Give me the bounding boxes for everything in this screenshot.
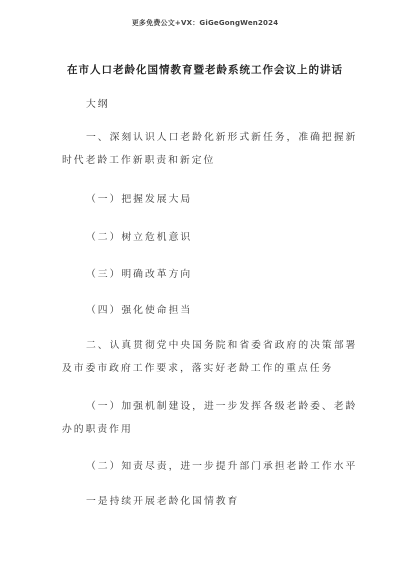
header-watermark: 更多免费公文+VX：GiGeGongWen2024: [131, 19, 279, 27]
subsection-1-1: （一）把握发展大局: [86, 194, 193, 205]
subsection-2-1: （一）加强机制建设，进一步发挥各级老龄委、老龄办的职责作用: [62, 401, 358, 435]
subsection-1-4: （四）强化使命担当: [86, 305, 193, 316]
subsection-1-2: （二）树立危机意识: [86, 232, 193, 243]
subsection-1-3: （三）明确改革方向: [86, 269, 193, 280]
section-heading-2: 二、认真贯彻党中央国务院和省委省政府的决策部署及市委市政府工作要求，落实好老龄工作的重点任务: [62, 340, 358, 374]
item-first: 一是持续开展老龄化国情教育: [86, 496, 240, 507]
section-heading-1: 一、深刻认识人口老龄化新形式新任务，准确把握新时代老龄工作新职责和新定位: [62, 132, 358, 166]
subsection-2-2: （二）知责尽责，进一步提升部门承担老龄工作水平: [86, 461, 358, 472]
document-title: 在市人口老龄化国情教育暨老龄系统工作会议上的讲话: [67, 64, 343, 76]
outline-heading: 大纲: [86, 99, 110, 110]
